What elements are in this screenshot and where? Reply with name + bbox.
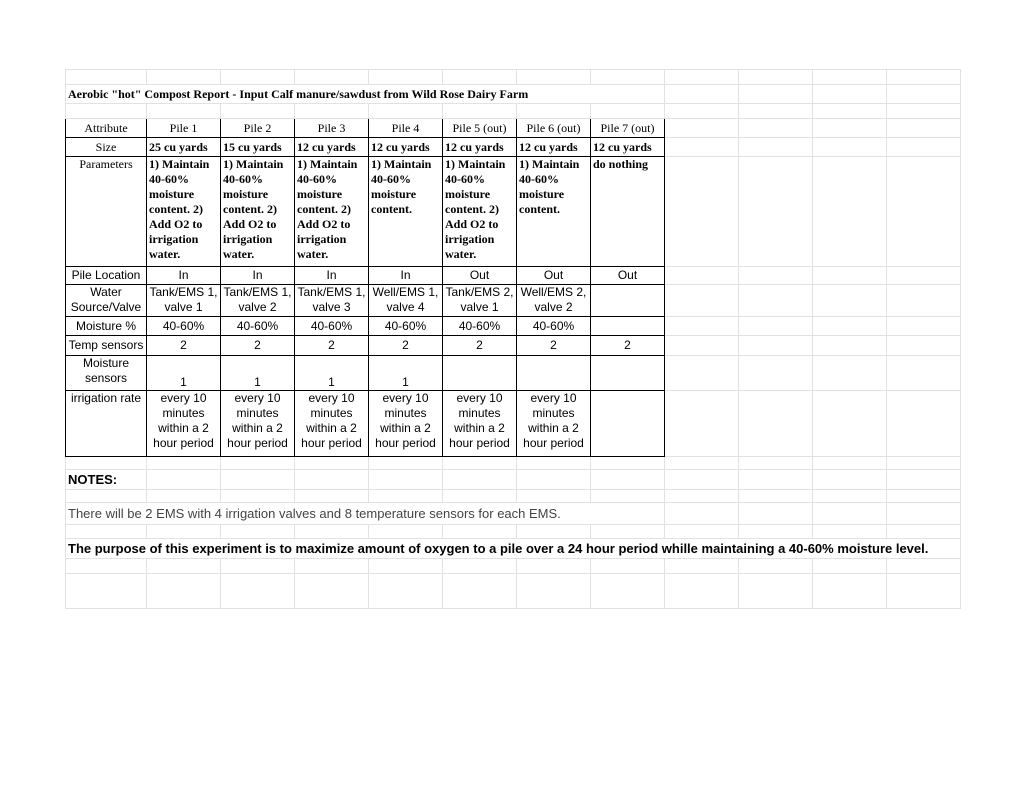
moisture-sensors-cell[interactable]: 1	[369, 356, 443, 391]
notes-row	[66, 470, 961, 490]
irrigation-rate-cell[interactable]: every 10 minutes within a 2 hour period	[295, 391, 369, 457]
compost-report-sheet	[65, 69, 961, 609]
parameters-row	[66, 157, 961, 267]
report-title-text: Aerobic "hot" Compost Report - Input Calf manure/sawdust from Wild Rose Dairy Farm	[68, 86, 529, 101]
empty-row	[66, 104, 961, 119]
irrigation-rate-cell[interactable]: every 10 minutes within a 2 hour period	[517, 391, 591, 457]
pile-location-cell[interactable]: In	[221, 267, 295, 285]
moisture-sensors-row	[66, 356, 961, 391]
pile-location-cell[interactable]: In	[295, 267, 369, 285]
size-cell[interactable]: 12 cu yards	[443, 138, 517, 157]
moisture-sensors-cell[interactable]: 1	[147, 356, 221, 391]
size-cell[interactable]: 12 cu yards	[369, 138, 443, 157]
irrigation-rate-cell[interactable]: every 10 minutes within a 2 hour period	[369, 391, 443, 457]
size-cell[interactable]: 15 cu yards	[221, 138, 295, 157]
size-cell[interactable]: 12 cu yards	[295, 138, 369, 157]
water-source-cell[interactable]: Tank/EMS 1, valve 1	[147, 285, 221, 317]
water-source-cell[interactable]: Tank/EMS 1, valve 2	[221, 285, 295, 317]
moisture-sensors-cell[interactable]: 1	[295, 356, 369, 391]
temp-sensors-cell[interactable]: 2	[591, 336, 665, 356]
parameters-cell[interactable]: 1) Maintain 40-60% moisture content.	[517, 157, 591, 267]
row-label-irrigation-rate[interactable]: irrigation rate	[66, 391, 147, 457]
size-cell[interactable]: 12 cu yards	[517, 138, 591, 157]
empty-row	[66, 525, 961, 539]
parameters-cell[interactable]: 1) Maintain 40-60% moisture content. 2) Add O2 to irrigation water.	[221, 157, 295, 267]
purpose-note: The purpose of this experiment is to maximize amount of oxygen to a pile over a 24 hour period whille maintaining a 40-60% moisture level.	[68, 540, 929, 556]
row-label-moisture-pct[interactable]: Moisture %	[66, 317, 147, 336]
water-source-cell[interactable]: Tank/EMS 2, valve 1	[443, 285, 517, 317]
water-source-cell[interactable]: Well/EMS 2, valve 2	[517, 285, 591, 317]
row-label-parameters[interactable]: Parameters	[66, 157, 147, 267]
title-row	[66, 85, 961, 104]
notes-label: NOTES:	[68, 471, 118, 487]
row-label-size[interactable]: Size	[66, 138, 147, 157]
irrigation-rate-cell[interactable]: every 10 minutes within a 2 hour period	[147, 391, 221, 457]
irrigation-rate-cell[interactable]: every 10 minutes within a 2 hour period	[443, 391, 517, 457]
pile-location-cell[interactable]: Out	[517, 267, 591, 285]
moisture-pct-cell[interactable]: 40-60%	[221, 317, 295, 336]
parameters-cell[interactable]: 1) Maintain 40-60% moisture content. 2) Add O2 to irrigation water.	[443, 157, 517, 267]
parameters-cell[interactable]: 1) Maintain 40-60% moisture content. 2) Add O2 to irrigation water.	[295, 157, 369, 267]
header-cell[interactable]: Pile 5 (out)	[443, 119, 517, 138]
ems-note-row	[66, 503, 961, 525]
header-row	[66, 119, 961, 138]
header-cell[interactable]: Pile 1	[147, 119, 221, 138]
temp-sensors-cell[interactable]: 2	[221, 336, 295, 356]
empty-row	[66, 559, 961, 574]
row-label-moisture-sensors[interactable]: Moisture sensors	[66, 356, 147, 391]
water-source-row	[66, 285, 961, 317]
parameters-cell[interactable]: 1) Maintain 40-60% moisture content. 2) Add O2 to irrigation water.	[147, 157, 221, 267]
pile-location-row	[66, 267, 961, 285]
temp-sensors-cell[interactable]: 2	[443, 336, 517, 356]
temp-sensors-cell[interactable]: 2	[147, 336, 221, 356]
moisture-pct-cell[interactable]: 40-60%	[369, 317, 443, 336]
header-cell[interactable]: Pile 7 (out)	[591, 119, 665, 138]
moisture-sensors-cell[interactable]	[443, 356, 517, 391]
temp-sensors-row	[66, 336, 961, 356]
moisture-pct-cell[interactable]: 40-60%	[147, 317, 221, 336]
header-cell[interactable]: Pile 2	[221, 119, 295, 138]
empty-row	[66, 490, 961, 503]
moisture-sensors-cell[interactable]: 1	[221, 356, 295, 391]
moisture-pct-cell[interactable]: 40-60%	[443, 317, 517, 336]
parameters-cell[interactable]: do nothing	[591, 157, 665, 267]
moisture-pct-row	[66, 317, 961, 336]
empty-row	[66, 457, 961, 470]
header-cell[interactable]: Pile 3	[295, 119, 369, 138]
empty-row	[66, 70, 961, 85]
report-title[interactable]	[66, 85, 665, 104]
irrigation-rate-cell[interactable]: every 10 minutes within a 2 hour period	[221, 391, 295, 457]
header-cell[interactable]: Pile 6 (out)	[517, 119, 591, 138]
size-cell[interactable]: 25 cu yards	[147, 138, 221, 157]
size-cell[interactable]: 12 cu yards	[591, 138, 665, 157]
moisture-sensors-cell[interactable]	[517, 356, 591, 391]
pile-location-cell[interactable]: In	[147, 267, 221, 285]
size-row	[66, 138, 961, 157]
row-label-pile-location[interactable]: Pile Location	[66, 267, 147, 285]
moisture-pct-cell[interactable]: 40-60%	[295, 317, 369, 336]
water-source-cell[interactable]: Tank/EMS 1, valve 3	[295, 285, 369, 317]
row-label-temp-sensors[interactable]: Temp sensors	[66, 336, 147, 356]
moisture-pct-cell[interactable]	[591, 317, 665, 336]
moisture-pct-cell[interactable]: 40-60%	[517, 317, 591, 336]
pile-location-cell[interactable]: Out	[443, 267, 517, 285]
temp-sensors-cell[interactable]: 2	[517, 336, 591, 356]
water-source-cell[interactable]: Well/EMS 1, valve 4	[369, 285, 443, 317]
row-label-water-source[interactable]: Water Source/Valve	[66, 285, 147, 317]
water-source-cell[interactable]	[591, 285, 665, 317]
parameters-cell[interactable]: 1) Maintain 40-60% moisture content.	[369, 157, 443, 267]
header-cell[interactable]: Attribute	[66, 119, 147, 138]
irrigation-rate-cell[interactable]	[591, 391, 665, 457]
purpose-row	[66, 539, 961, 559]
pile-location-cell[interactable]: Out	[591, 267, 665, 285]
temp-sensors-cell[interactable]: 2	[369, 336, 443, 356]
moisture-sensors-cell[interactable]	[591, 356, 665, 391]
temp-sensors-cell[interactable]: 2	[295, 336, 369, 356]
header-cell[interactable]: Pile 4	[369, 119, 443, 138]
empty-row	[66, 574, 961, 609]
irrigation-rate-row	[66, 391, 961, 457]
ems-note: There will be 2 EMS with 4 irrigation valves and 8 temperature sensors for each EMS.	[68, 505, 561, 521]
pile-location-cell[interactable]: In	[369, 267, 443, 285]
